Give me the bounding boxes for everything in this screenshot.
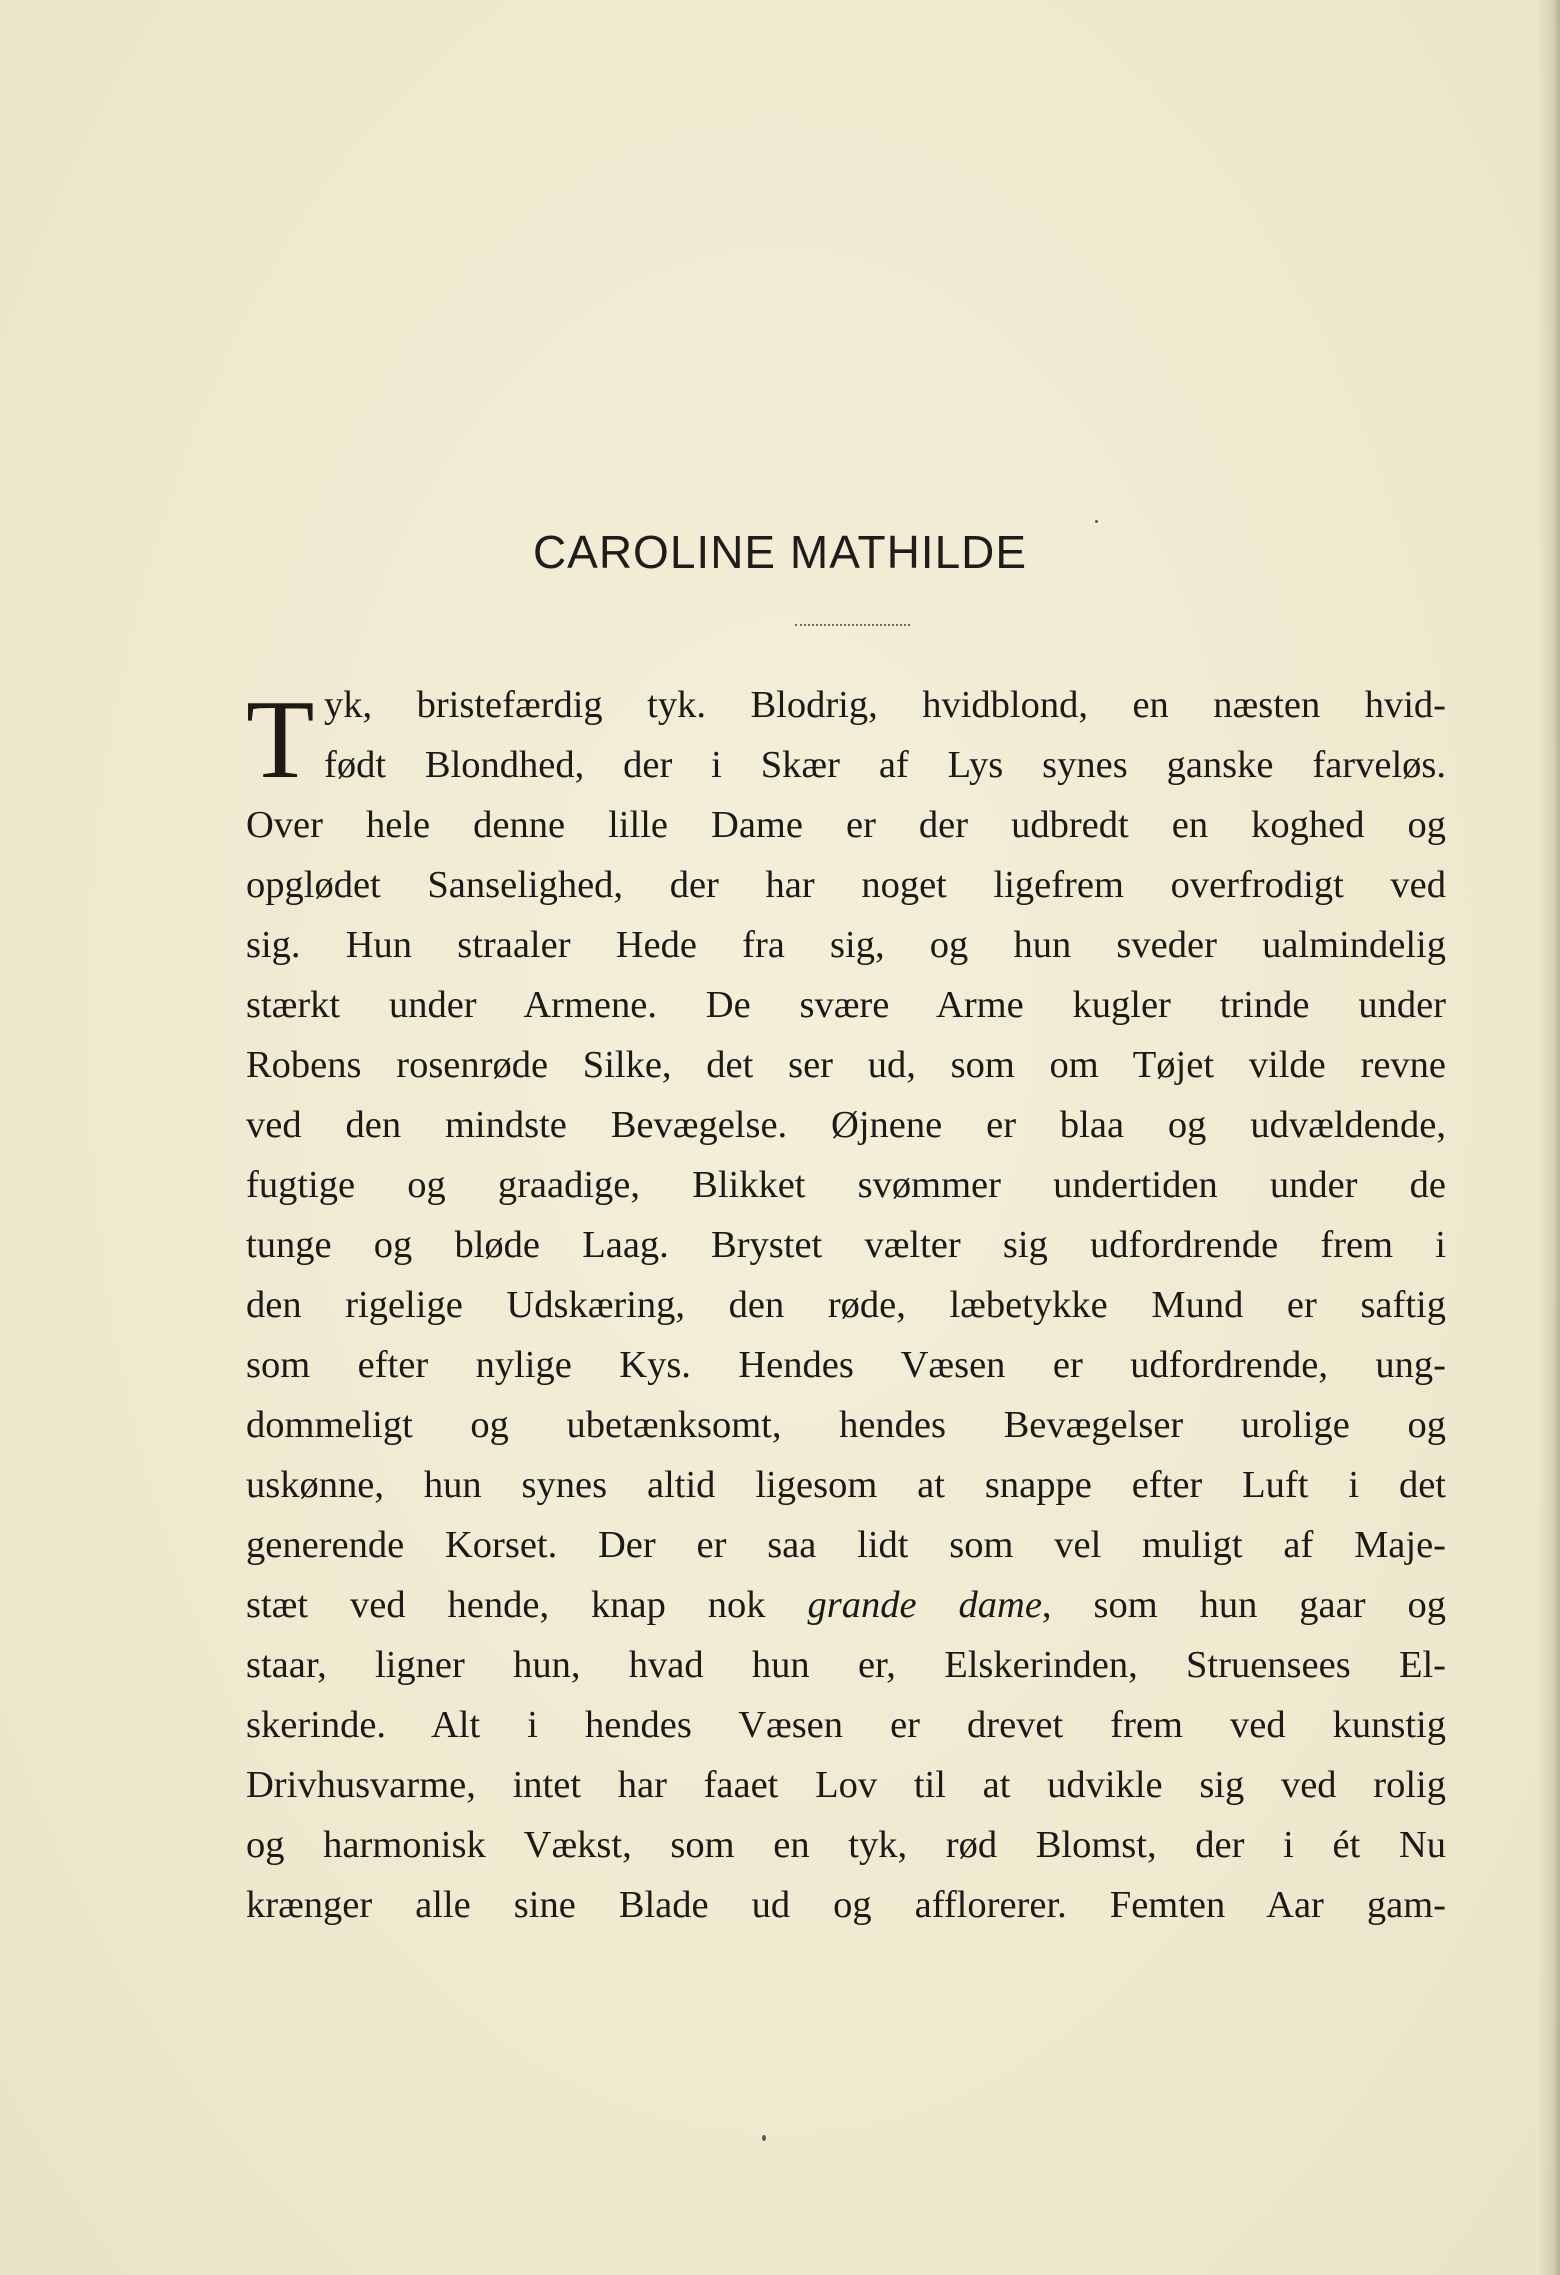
paper-speck [1095,520,1098,523]
chapter-title: CAROLINE MATHILDE [532,526,1028,578]
text-line: krænger alle sine Blade ud og afflorerer. Femten Aar gam- [246,1884,1446,1926]
drop-cap: T [246,678,315,802]
text-line: Over hele denne lille Dame er der udbredt en koghed og [246,804,1446,846]
text-line: ved den mindste Bevægelse. Øjnene er blaa og udvældende, [246,1104,1446,1146]
text-line: uskønne, hun synes altid ligesom at snappe efter Luft i det [246,1464,1446,1506]
text-line: som efter nylige Kys. Hendes Væsen er udfordrende, ung- [246,1344,1446,1386]
text-line: generende Korset. Der er saa lidt som vel muligt af Maje- [246,1524,1446,1566]
text-line: tunge og bløde Laag. Brystet vælter sig udfordrende frem i [246,1224,1446,1266]
paper-speck [762,2135,766,2141]
text-line: og harmonisk Vækst, som en tyk, rød Blomst, der i ét Nu [246,1824,1446,1866]
italic-phrase: grande dame [807,1584,1042,1626]
text-line: Drivhusvarme, intet har faaet Lov til at udvikle sig ved rolig [246,1764,1446,1806]
text-line: opglødet Sanselighed, der har noget ligefrem overfrodigt ved [246,864,1446,906]
text-line: den rigelige Udskæring, den røde, læbetykke Mund er saftig [246,1284,1446,1326]
text-line: stærkt under Armene. De svære Arme kugler trinde under [246,984,1446,1026]
text-line: dommeligt og ubetænksomt, hendes Bevægelser urolige og [246,1404,1446,1446]
body-text [246,675,1446,1935]
text-line: Robens rosenrøde Silke, det ser ud, som om Tøjet vilde revne [246,1044,1446,1086]
text-line: staar, ligner hun, hvad hun er, Elskerinden, Struensees El- [246,1644,1446,1686]
page-edge-shadow [1538,0,1560,2275]
text-segment: , som hun gaar og [1041,1584,1446,1626]
text-line: skerinde. Alt i hendes Væsen er drevet frem ved kunstig [246,1704,1446,1746]
text-segment: stæt ved hende, knap nok [246,1584,808,1626]
text-line: sig. Hun straaler Hede fra sig, og hun sveder ualmindelig [246,924,1446,966]
text-line: født Blondhed, der i Skær af Lys synes ganske farveløs. [324,744,1446,786]
text-line: yk, bristefærdig tyk. Blodrig, hvidblond, en næsten hvid- [324,684,1446,726]
title-ornament-rule [795,624,910,626]
text-line-with-italic [246,1575,1446,1635]
text-line: fugtige og graadige, Blikket svømmer undertiden under de [246,1164,1446,1206]
